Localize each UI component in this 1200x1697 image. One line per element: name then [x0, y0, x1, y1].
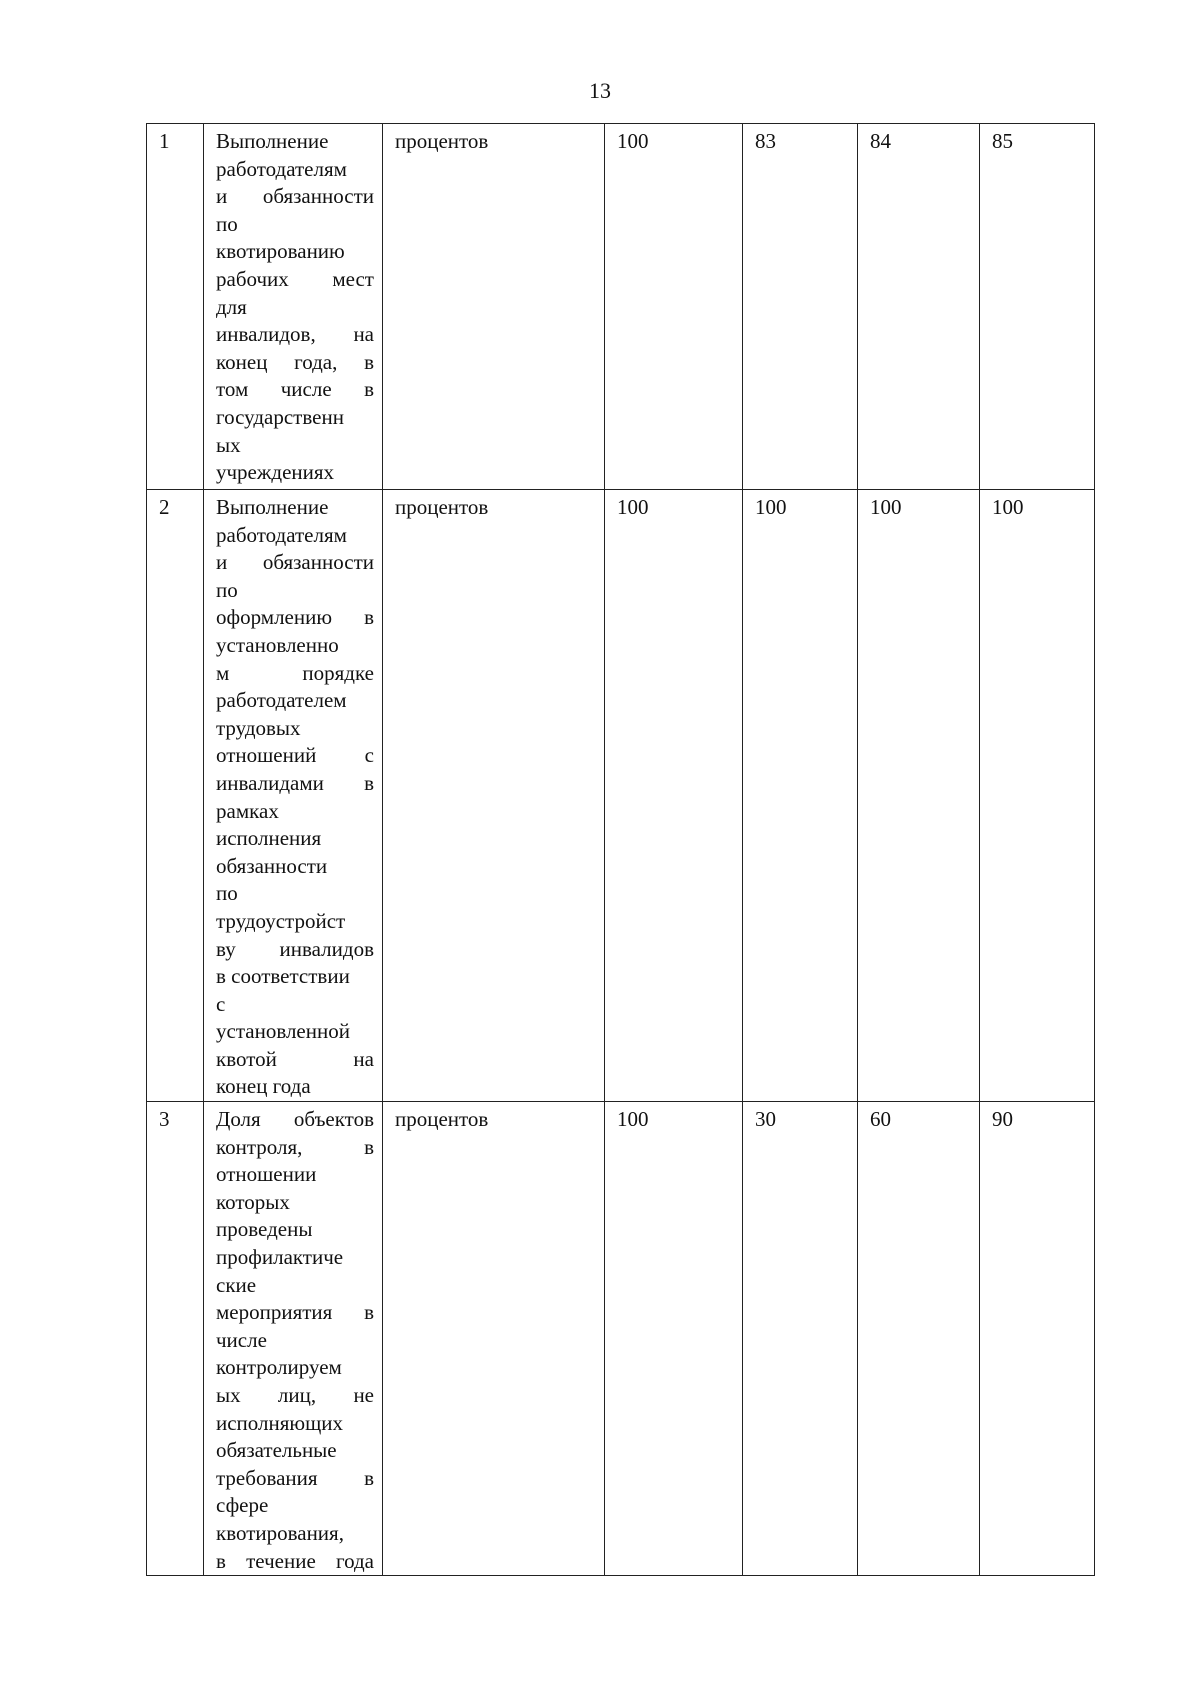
- description-line: конец года, в: [216, 349, 374, 374]
- description-line: по: [216, 881, 238, 906]
- description-line: исполнения: [216, 826, 322, 851]
- value-cell-2: 100: [743, 490, 858, 1102]
- description-line: квотой на: [216, 1046, 374, 1071]
- indicator-description-cell: [204, 124, 383, 490]
- description-line: рабочих мест: [216, 266, 374, 291]
- description-line: ские: [216, 1272, 257, 1297]
- description-line: установленной: [216, 1019, 350, 1044]
- description-line: Выполнение: [216, 495, 329, 519]
- value-cell-3: 100: [858, 490, 980, 1102]
- value-cell-1: 100: [605, 1102, 743, 1576]
- description-line: рамках: [216, 798, 279, 823]
- unit-cell: процентов: [383, 124, 605, 490]
- description-line: проведены: [216, 1217, 313, 1242]
- description-line: числе: [216, 1327, 267, 1352]
- description-line: сфере: [216, 1493, 269, 1518]
- description-line: требования в: [216, 1465, 374, 1490]
- description-line: работодателям: [216, 522, 347, 547]
- description-line: обязанности: [216, 853, 328, 878]
- value-cell-3: 84: [858, 124, 980, 490]
- description-line: инвалидами в: [216, 770, 374, 795]
- description-line: ых: [216, 432, 241, 457]
- description-line: ву инвалидов: [216, 936, 374, 961]
- description-line: установленно: [216, 632, 339, 657]
- description-line: контроля, в: [216, 1134, 374, 1159]
- row-number-cell: 2: [147, 490, 204, 1102]
- description-line: трудовых: [216, 715, 301, 740]
- indicator-description-cell: [204, 490, 383, 1102]
- description-line: учреждениях: [216, 460, 335, 485]
- description-line: оформлению в: [216, 605, 374, 630]
- value-cell-1: 100: [605, 490, 743, 1102]
- description-line: Выполнение: [216, 129, 329, 153]
- description-line: по: [216, 211, 238, 236]
- description-line: и обязанности: [216, 184, 374, 209]
- description-line: работодателем: [216, 688, 347, 713]
- description-line: государственн: [216, 404, 344, 429]
- row-number-cell: 3: [147, 1102, 204, 1576]
- value-cell-2: 83: [743, 124, 858, 490]
- description-line: для: [216, 294, 247, 319]
- description-line: в соответствии: [216, 964, 350, 989]
- description-line: инвалидов, на: [216, 322, 374, 347]
- indicator-description-cell: [204, 1102, 383, 1576]
- description-line: по: [216, 577, 238, 602]
- value-cell-4: 100: [980, 490, 1095, 1102]
- description-line: квотирования,: [216, 1520, 344, 1545]
- value-cell-4: 90: [980, 1102, 1095, 1576]
- description-line: мероприятия в: [216, 1300, 374, 1325]
- description-line: которых: [216, 1189, 290, 1214]
- value-cell-3: 60: [858, 1102, 980, 1576]
- description-line: трудоустройст: [216, 908, 346, 933]
- description-line: в течение года: [216, 1548, 374, 1573]
- description-line: и обязанности: [216, 550, 374, 575]
- row-number-cell: 1: [147, 124, 204, 490]
- description-line: профилактиче: [216, 1245, 344, 1270]
- value-cell-2: 30: [743, 1102, 858, 1576]
- value-cell-1: 100: [605, 124, 743, 490]
- description-line: отношении: [216, 1162, 317, 1187]
- description-line: исполняющих: [216, 1410, 343, 1435]
- description-line: обязательные: [216, 1438, 337, 1463]
- description-line: с: [216, 991, 226, 1016]
- description-line: м порядке: [216, 660, 374, 685]
- table-row: [147, 490, 1095, 1102]
- description-line: Доля объектов: [216, 1107, 374, 1132]
- description-line: конец года: [216, 1074, 311, 1099]
- description-line: работодателям: [216, 156, 347, 181]
- description-line: квотированию: [216, 239, 345, 264]
- description-line: ых лиц, не: [216, 1383, 374, 1407]
- indicators-table-body: [147, 124, 1095, 1576]
- unit-cell: процентов: [383, 490, 605, 1102]
- indicators-table: [146, 123, 1095, 1576]
- table-row: [147, 124, 1095, 490]
- description-line: том числе в: [216, 377, 374, 402]
- description-line: отношений с: [216, 743, 374, 768]
- table-row: [147, 1102, 1095, 1576]
- page-number: 13: [589, 78, 611, 103]
- value-cell-4: 85: [980, 124, 1095, 490]
- unit-cell: процентов: [383, 1102, 605, 1576]
- description-line: контролируем: [216, 1355, 342, 1380]
